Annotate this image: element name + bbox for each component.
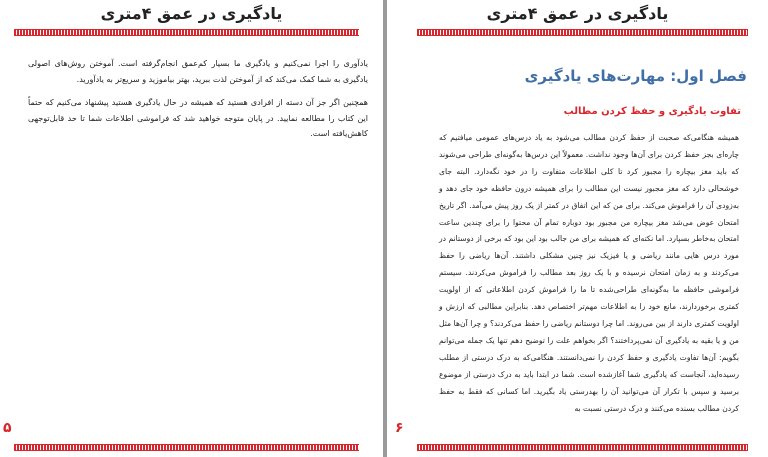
page-header: یادگیری در عمق ۴متری: [100, 4, 283, 23]
paragraph: یادآوری را اجرا نمی‌کنیم و یادگیری ما بسیار کم‌عمق انجام‌گرفته است. آموختن روش‌های اصولی یادگیری به شما کمک می‌کند که از آموختن لذت ببرید، بهتر بیاموزید و سریع‌تر به یادآورید.: [28, 59, 368, 84]
page-number: ۵: [3, 420, 12, 436]
body-text: [28, 56, 368, 150]
header-rule: [14, 29, 359, 36]
header-rule: [417, 29, 748, 36]
footer-rule: [417, 444, 748, 451]
section-title: تفاوت یادگیری و حفظ کردن مطالب: [563, 106, 741, 117]
paragraph: همچنین اگر جز آن دسته از افرادی هستید که همیشه در حال یادگیری هستید پیشنهاد می‌کنیم که حتماً این کتاب را مطالعه نمایید. در پایان متوجه خواهید شد که فراموشی اطلاعات شما تا حد قابل‌توجهی کاهش‌یافته است.: [28, 98, 368, 138]
page-left: [0, 0, 383, 457]
body-text: [439, 130, 739, 417]
page-number: ۶: [395, 420, 404, 436]
footer-rule: [14, 444, 359, 451]
page-header: یادگیری در عمق ۴متری: [486, 4, 669, 23]
chapter-title: فصل اول: مهارت‌های یادگیری: [524, 67, 747, 85]
page-right: [387, 0, 768, 457]
paragraph: همیشه هنگامی‌که صحبت از حفظ کردن مطالب می‌شود به یاد درس‌های عمومی میافتیم که چاره‌ای بجز حفظ کردن برای آن‌ها وجود نداشت. معمولاً این درس‌ها به‌گونه‌ای طراحی می‌شوند که باید مغز بیچاره را مجبور کرد تا کلی اطلاعات متفاوت را در خود نگه‌دارد. البته جای خوشحالی دارد که مغز مجبور نیست این مطالب را برای همیشه درون حافظه خود جای دهد و به‌زودی آن را فراموش می‌کند. برای من که این اتفاق در کمتر از یک روز پیش می‌آمد. اگر تاریخ امتحان عوض می‌شد مغز بیچاره من مجبور بود دوباره تمام آن محتوا را برای چندین ساعت امتحان به‌خاطر بسپارد. اما نکته‌ای که همیشه برای من جالب بود این بود که برخی از دوستانم در مورد درس هایی مانند ریاضی و یا فیزیک نیز چنین مشکلی داشتند. آن‌ها ریاضی را حفظ می‌کردند و به زمان امتحان نرسیده و با یک روز بعد مطالب را فراموش می‌کردند. سیستم فراموشی حافظه ما به‌گونه‌ای طراحی‌شده تا ما را فراموش کردن اطلاعاتی که از اولویت کمتری برخوردارند، مانع خود را به اطلاعات مهم‌تر اختصاص دهد. بنابراین مطالبی که ارزش و اولویت کمتری دارند از بین می‌روند. اما چرا دوستانم ریاضی را حفظ می‌کردند؟ و چرا آن‌ها مثل من و یا بقیه به یادگیری آن نمی‌پرداختند؟ اگر بخواهم علت را توضیح دهم تنها یک جمله می‌توانم بگویم: آن‌ها تفاوت یادگیری و حفظ کردن را نمی‌دانستند. هنگامی‌که به درک درستی از مطلب رسیده‌اید، آنجاست که یادگیری شما آغازشده است. شما در ابتدا باید به درک درستی از موضوع برسید و سپس با تکرار آن می‌توانید آن را بهدرستی یاد بگیرید. اما کسانی که فقط به حفظ کردن مطالب بسنده می‌کنند و درک درستی نسبت به: [439, 133, 739, 413]
